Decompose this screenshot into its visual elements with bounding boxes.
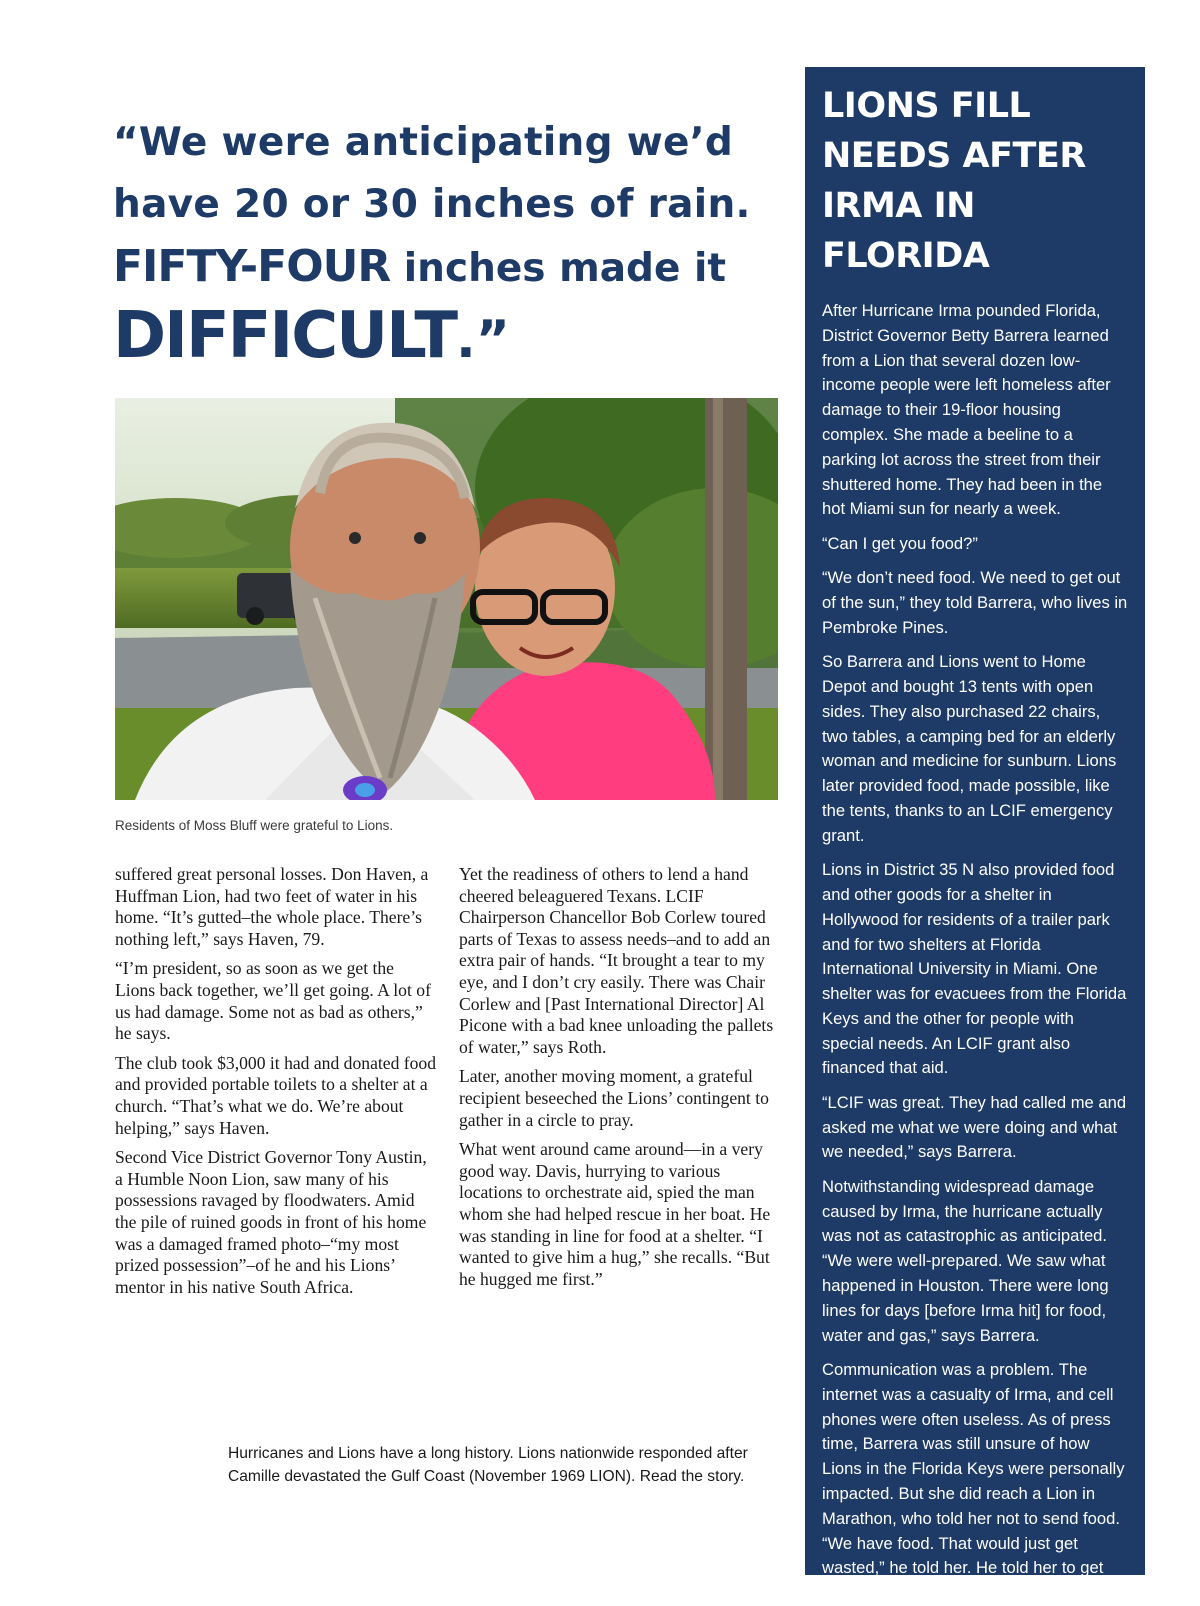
- article-paragraph: Later, another moving moment, a grateful recipient beseeched the Lions’ contingent to gather in a circle to pray.: [459, 1066, 769, 1130]
- article-paragraph: Second Vice District Governor Tony Austin, a Humble Noon Lion, saw many of his possessions ravaged by floodwaters. Amid the pile of ruined goods in front of his home was a damaged framed photo–“my most prized possession”–of he and his Lions’ mentor in his native South Africa.: [115, 1147, 427, 1297]
- sidebar-paragraph: “We don’t need food. We need to get out of the sun,” they told Barrera, who lives in Pembroke Pines.: [822, 568, 1128, 637]
- sidebar-title: [822, 81, 1129, 281]
- pull-quote-line-3-rest: inches made it: [390, 246, 726, 291]
- sidebar-body: [822, 299, 1129, 1606]
- sidebar-paragraph: So Barrera and Lions went to Home Depot and bought 13 tents with open sides. They also purchased 22 chairs, two tables, a camping bed for an elderly woman and medicine for sunburn. Lions later provided food, made possible, like the tents, thanks to an LCIF emergency grant.: [822, 652, 1117, 845]
- pull-quote: [113, 112, 793, 392]
- pull-quote-line-4: [113, 296, 793, 392]
- article-paragraph: Yet the readiness of others to lend a hand cheered beleaguered Texans. LCIF Chairperson Chancellor Bob Corlew toured parts of Texas to assess needs–and to add an extra pair of hands. “It brought a tear to my eye, and I don’t cry easily. There was Chair Corlew and [Past International Director] Al Picone with a bad knee unloading the pallets of water,” says Roth.: [459, 864, 774, 1057]
- article-paragraph: What went around came around—in a very good way. Davis, hurrying to various locations to orchestrate aid, spied the man whom she had helped rescue in her boat. He was standing in line for food at a shelter. “I wanted to give him a hug,” she recalls. “But he hugged me first.”: [459, 1139, 771, 1289]
- sidebar-paragraph: “Can I get you food?”: [822, 533, 978, 553]
- pull-quote-emphasis-difficult: DIFFICULT: [113, 299, 456, 373]
- article-column-left: [115, 864, 437, 1306]
- sidebar-paragraph: Notwithstanding widespread damage caused by Irma, the hurricane actually was not as catastrophic as anticipated. “We were well-prepared. We saw what happened in Houston. There were long lines for days [before Irma hit] for food, water and gas,” says Barrera.: [822, 1176, 1109, 1345]
- sidebar-irma-florida: [805, 67, 1145, 1603]
- sidebar-title-line: LIONS FILL: [822, 86, 1031, 126]
- sidebar-paragraph: Communication was a problem. The internet was a casualty of Irma, and cell phones were often useless. As of press time, Barrera was still unsure of how Lions in the Florida Keys were personally impacted. But she did reach a Lion in Marathon, who told her not to send food. “We have food. That would just get wasted,” he told her. He told her to get back to him in a couple weeks.: [822, 1360, 1125, 1603]
- sidebar-paragraph: Lions in District 35 N also provided food and other goods for a shelter in Hollywood for residents of a trailer park and for two shelters at Florida International University in Miami. One shelter was for evacuees from the Florida Keys and the other for people with special needs. An LCIF grant also financed that aid.: [822, 860, 1127, 1078]
- pull-quote-end: .”: [455, 310, 510, 370]
- camille-story-link[interactable]: Hurricanes and Lions have a long history. Lions nationwide responded after Camille devastated the Gulf Coast (November 1969 LION). Read the story.: [228, 1445, 748, 1485]
- sidebar-paragraph: After Hurricane Irma pounded Florida, District Governor Betty Barrera learned from a Lion that several dozen low-income people were left homeless after damage to their 19-floor housing complex. She made a beeline to a parking lot across the street from their shuttered home. They had been in the hot Miami sun for nearly a week.: [822, 301, 1111, 519]
- photo-caption: Residents of Moss Bluff were grateful to Lions.: [115, 818, 394, 833]
- residents-photo: [115, 398, 778, 800]
- sidebar-title-line: NEEDS AFTER: [822, 136, 1086, 176]
- article-paragraph: The club took $3,000 it had and donated food and provided portable toilets to a shelter at a church. “That’s what we do. We’re about helping,” says Haven.: [115, 1052, 437, 1138]
- article-column-middle: [459, 864, 781, 1298]
- sidebar-paragraph: “LCIF was great. They had called me and asked me what we were doing and what we needed,” says Barrera.: [822, 1092, 1127, 1162]
- pull-quote-line-2: have 20 or 30 inches of rain.: [113, 182, 751, 227]
- pull-quote-line-1: “We were anticipating we’d: [113, 120, 734, 165]
- pull-quote-line-3: [113, 236, 793, 300]
- pull-quote-emphasis-fifty-four: FIFTY-FOUR: [113, 241, 391, 292]
- sidebar-title-line: IRMA IN FLORIDA: [822, 186, 990, 276]
- article-paragraph: “I’m president, so as soon as we get the Lions back together, we’ll get going. A lot of us had damage. Some not as bad as others,” he says.: [115, 958, 431, 1044]
- article-paragraph: suffered great personal losses. Don Haven, a Huffman Lion, had two feet of water in his home. “It’s gutted–the whole place. There’s nothing left,” says Haven, 79.: [115, 864, 429, 949]
